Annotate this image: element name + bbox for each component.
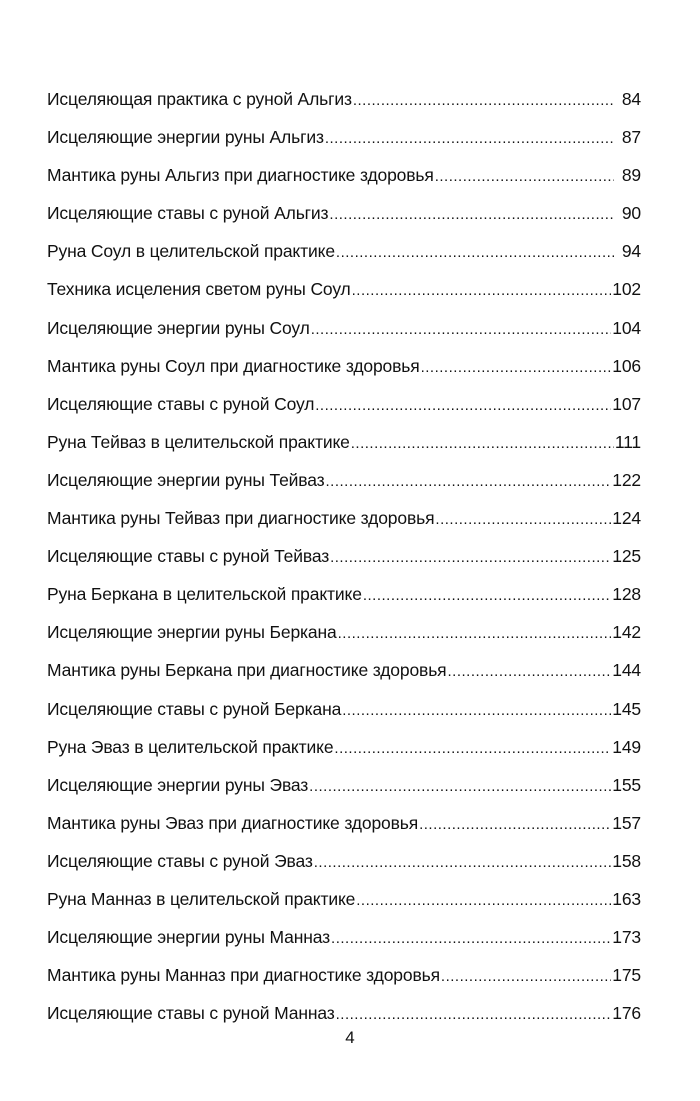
toc-entry [47,655,641,693]
toc-entry [47,808,641,846]
toc-entry-page: 122 [612,469,641,490]
toc-dot-leader [441,962,611,992]
toc-dot-leader [421,353,612,383]
toc-entry-title: Исцеляющие ставы с руной Беркана [47,698,342,719]
toc-entry [47,351,641,389]
toc-entry-title: Мантика руны Тейваз при диагностике здоровья [47,508,435,529]
toc-entry-title: Мантика руны Соул при диагностике здоровья [47,355,420,376]
toc-entry [47,503,641,541]
toc-dot-leader [363,581,611,611]
toc-entry [47,313,641,351]
toc-entry-title: Руна Беркана в целительской практике [47,584,362,605]
toc-dot-leader [353,86,614,116]
toc-entry-title: Исцеляющие энергии руны Эваз [47,774,309,795]
toc-entry-title: Исцеляющие ставы с руной Тейваз [47,546,330,567]
toc-entry [47,236,641,274]
toc-dot-leader [419,810,611,840]
toc-entry-title: Руна Эваз в целительской практике [47,736,334,757]
toc-entry-title: Руна Тейваз в целительской практике [47,431,350,452]
toc-entry-title: Исцеляющие ставы с руной Соул [47,393,315,414]
toc-entry-page: 145 [612,698,641,719]
toc-dot-leader [309,772,611,802]
toc-dot-leader [331,924,611,954]
toc-entry-title: Техника исцеления светом руны Соул [47,279,351,300]
toc-dot-leader [448,657,612,687]
toc-entry-page: 175 [612,965,641,986]
toc-entry-page: 89 [621,165,641,186]
toc-entry-page: 158 [612,850,641,871]
toc-entry [47,274,641,312]
toc-entry-title: Исцеляющие энергии руны Беркана [47,622,337,643]
toc-entry-title: Исцеляющие энергии руны Соул [47,317,310,338]
toc-entry-title: Исцеляющие ставы с руной Эваз [47,850,313,871]
toc-entry [47,884,641,922]
toc-dot-leader [351,429,614,459]
toc-entry [47,160,641,198]
toc-entry [47,389,641,427]
toc-entry-title: Исцеляющие энергии руны Манназ [47,927,331,948]
toc-entry-page: 163 [612,888,641,909]
toc-dot-leader [315,391,611,421]
toc-entry-page: 107 [612,393,641,414]
toc-entry-title: Исцеляющие ставы с руной Альгиз [47,203,329,224]
toc-dot-leader [329,200,614,230]
toc-entry [47,770,641,808]
toc-entry [47,922,641,960]
toc-entry-page: 128 [612,584,641,605]
toc-entry [47,427,641,465]
toc-dot-leader [330,543,611,573]
toc-entry [47,541,641,579]
toc-entry-page: 94 [621,241,641,262]
toc-dot-leader [356,886,611,916]
toc-dot-leader [311,315,612,345]
toc-entry [47,617,641,655]
toc-entry-page: 111 [614,431,641,452]
toc-entry-page: 149 [612,736,641,757]
toc-dot-leader [325,124,614,154]
toc-entry-page: 90 [621,203,641,224]
toc-entry-page: 87 [621,127,641,148]
toc-entry [47,579,641,617]
table-of-contents [47,84,641,1036]
toc-dot-leader [435,505,611,535]
toc-entry-title: Исцеляющая практика с руной Альгиз [47,89,352,109]
toc-entry [47,960,641,998]
toc-entry-page: 144 [612,660,641,681]
toc-dot-leader [435,162,614,192]
toc-dot-leader [314,848,612,878]
toc-entry [47,465,641,503]
toc-entry [47,122,641,160]
toc-entry [47,198,641,236]
toc-entry-page: 84 [621,89,641,109]
toc-dot-leader [342,696,611,726]
toc-entry-title: Руна Соул в целительской практике [47,241,335,262]
toc-entry-page: 124 [612,508,641,529]
toc-entry-title: Мантика руны Беркана при диагностике здоровья [47,660,447,681]
toc-dot-leader [326,467,612,497]
toc-entry-page: 155 [612,774,641,795]
toc-entry-title: Мантика руны Альгиз при диагностике здоровья [47,165,434,186]
toc-entry-page: 102 [612,279,641,300]
toc-entry-title: Мантика руны Эваз при диагностике здоровья [47,812,419,833]
toc-entry-title: Руна Манназ в целительской практике [47,888,356,909]
page-number: 4 [345,1028,355,1047]
toc-entry-page: 176 [612,1003,641,1024]
toc-entry-page: 106 [612,355,641,376]
toc-dot-leader [336,238,614,268]
toc-entry [47,84,641,122]
toc-dot-leader [334,734,611,764]
toc-entry-page: 142 [612,622,641,643]
toc-dot-leader [352,276,612,306]
toc-entry [47,732,641,770]
toc-entry-title: Исцеляющие энергии руны Тейваз [47,469,325,490]
toc-entry-page: 125 [612,546,641,567]
toc-entry-title: Исцеляющие ставы с руной Манназ [47,1003,335,1024]
toc-entry-title: Исцеляющие энергии руны Альгиз [47,127,324,148]
toc-entry-title: Мантика руны Манназ при диагностике здоровья [47,965,440,986]
toc-dot-leader [338,619,612,649]
toc-entry-page: 157 [612,812,641,833]
toc-entry [47,846,641,884]
toc-dot-leader [336,1000,612,1030]
toc-entry-page: 104 [612,317,641,338]
toc-entry [47,694,641,732]
toc-entry-page: 173 [612,927,641,948]
